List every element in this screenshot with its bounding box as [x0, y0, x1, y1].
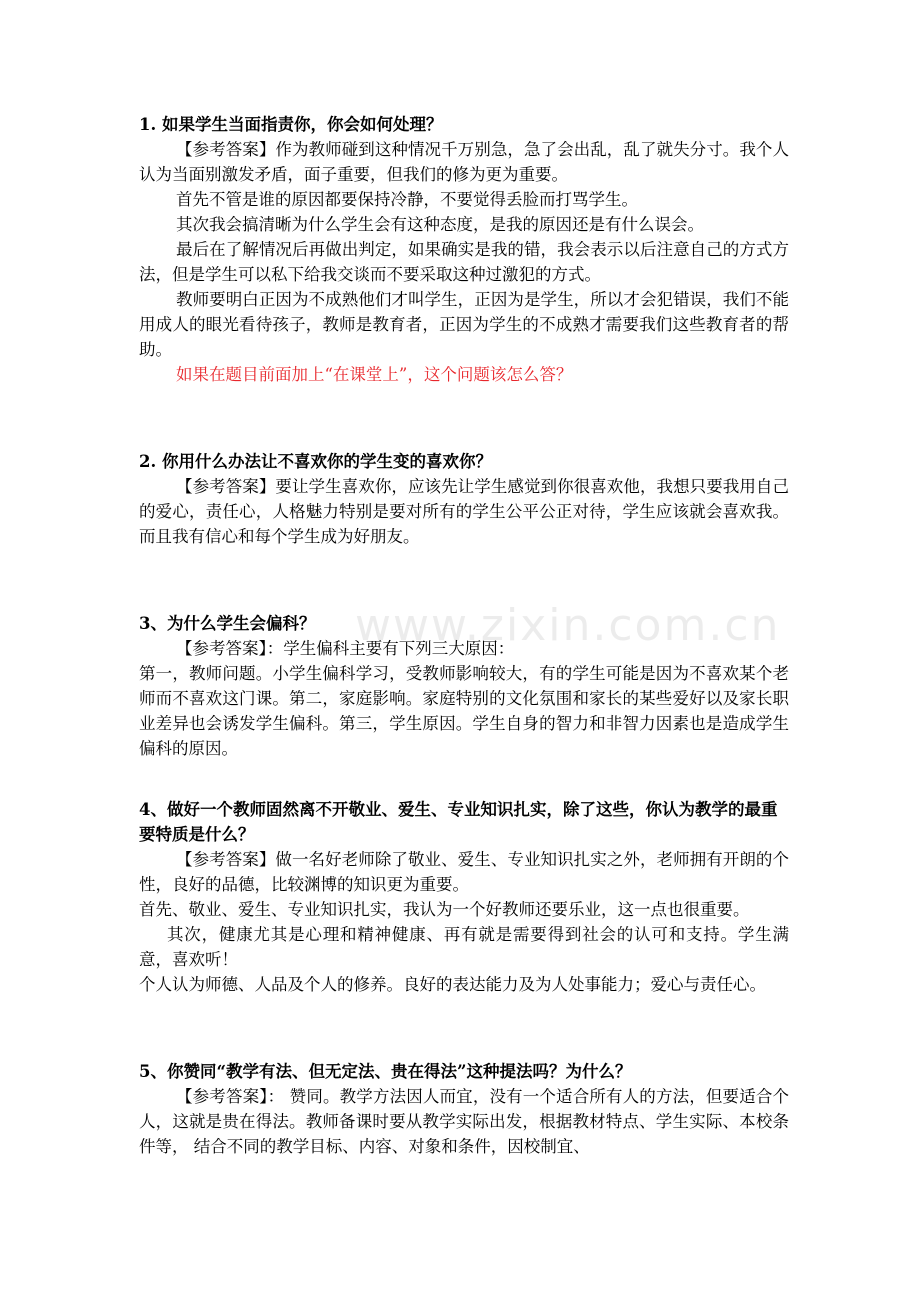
question-1-answer: 【参考答案】作为教师碰到这种情况千万别急，急了会出乱，乱了就失分寸。我个人认为当面别激发矛盾，面子重要，但我们的修为更为重要。	[139, 140, 789, 184]
question-3-answer: 【参考答案】：学生偏科主要有下列三大原因：	[176, 639, 515, 658]
spacer	[139, 549, 789, 611]
question-2-title: 2. 你用什么办法让不喜欢你的学生变的喜欢你？	[139, 452, 492, 471]
question-4-answer: 【参考答案】做一名好老师除了敬业、爱生、专业知识扎实之外，老师拥有开朗的个性，良好的品德，比较渊博的知识更为重要。	[139, 850, 789, 894]
question-5-answer: 【参考答案】： 赞同。教学方法因人而宜，没有一个适合所有人的方法，但要适合个人，这就是贵在得法。教师备课时要从教学实际出发，根据教材特点、学生实际、本校条件等， 结合不同的教学目标、内容、对象和条件，因校制宜、	[139, 1087, 789, 1156]
question-4	[139, 797, 789, 997]
spacer	[139, 387, 789, 449]
question-4-point-3: 个人认为师德、人品及个人的修养。良好的表达能力及为人处事能力；爱心与责任心。	[139, 975, 766, 994]
question-1	[139, 112, 789, 387]
question-1-point-2: 其次我会搞清晰为什么学生会有这种态度，是我的原因还是有什么误会。	[176, 215, 704, 234]
question-3-title: 3、为什么学生会偏科？	[139, 614, 316, 633]
question-4-point-2: 其次，健康尤其是心理和精神健康、再有就是需要得到社会的认可和支持。学生满意，喜欢听！	[139, 925, 789, 969]
spacer	[139, 997, 789, 1059]
question-5	[139, 1059, 789, 1159]
question-4-title: 4、做好一个教师固然离不开敬业、爱生、专业知识扎实，除了这些，你认为教学的最重要特质是什么？	[139, 800, 778, 844]
question-1-title: 1. 如果学生当面指责你，你会如何处理？	[139, 115, 443, 134]
question-3-reasons: 第一，教师问题。小学生偏科学习，受教师影响较大，有的学生可能是因为不喜欢某个老师而不喜欢这门课。第二，家庭影响。家庭特别的文化氛围和家长的某些爱好以及家长职业差异也会诱发学生偏科。第三，学生原因。学生自身的智力和非智力因素也是造成学生偏科的原因。	[139, 664, 789, 758]
question-1-point-4: 教师要明白正因为不成熟他们才叫学生，正因为是学生，所以才会犯错误，我们不能用成人的眼光看待孩子，教师是教育者，正因为学生的不成熟才需要我们这些教育者的帮助。	[139, 290, 789, 359]
spacer	[139, 761, 789, 797]
document-page	[139, 112, 789, 1159]
question-1-followup: 如果在题目前面加上“在课堂上”，这个问题该怎么答？	[176, 365, 573, 384]
question-2	[139, 449, 789, 549]
question-3	[139, 611, 789, 761]
question-1-point-1: 首先不管是谁的原因都要保持冷静，不要觉得丢脸而打骂学生。	[176, 190, 638, 209]
question-4-point-1: 首先、敬业、爱生、专业知识扎实，我认为一个好教师还要乐业，这一点也很重要。	[139, 900, 750, 919]
question-1-point-3: 最后在了解情况后再做出判定，如果确实是我的错，我会表示以后注意自己的方式方法，但是学生可以私下给我交谈而不要采取这种过激犯的方式。	[139, 240, 789, 284]
watermark: www.zixin.com.cn	[355, 600, 781, 651]
question-5-title: 5、你赞同“教学有法、但无定法、贵在得法”这种提法吗？为什么？	[139, 1062, 632, 1081]
question-2-answer: 【参考答案】要让学生喜欢你，应该先让学生感觉到你很喜欢他，我想只要我用自己的爱心，责任心，人格魅力特别是要对所有的学生公平公正对待，学生应该就会喜欢我。而且我有信心和每个学生成为好朋友。	[139, 477, 789, 546]
